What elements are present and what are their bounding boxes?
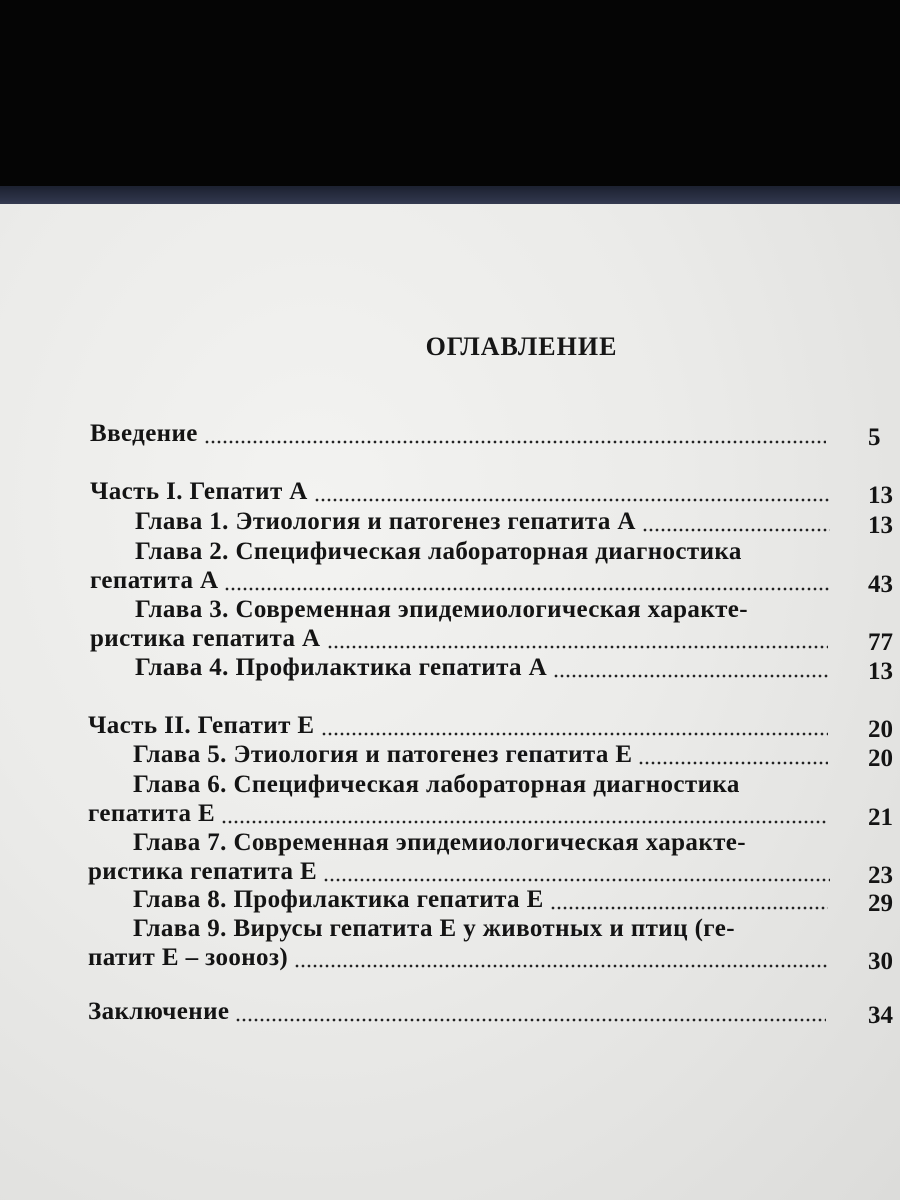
toc-entry-text: Глава 1. Этиология и патогенез гепатита А [135, 508, 636, 535]
dot-leader [221, 820, 828, 824]
dot-leader [294, 964, 828, 968]
toc-entry-text: Глава 4. Профилактика гепатита А [135, 654, 548, 681]
dot-leader [224, 587, 830, 591]
toc-entry-text: гепатита Е [88, 800, 216, 827]
toc-entry-text: Заключение [88, 998, 230, 1025]
toc-page-number: 30 [868, 948, 893, 975]
toc-page-number: 5 [868, 424, 881, 451]
toc-entry-text: Введение [90, 420, 198, 447]
toc-page-number: 77 [868, 629, 893, 656]
toc-entry-text: Часть II. Гепатит Е [88, 712, 315, 739]
toc-entry-text: Глава 2. Специфическая лабораторная диагностика [135, 538, 742, 565]
toc-page-number: 20 [868, 745, 893, 772]
dot-leader [204, 440, 826, 444]
dot-leader [553, 674, 830, 678]
toc-entry-text: Глава 9. Вирусы гепатита Е у животных и птиц (ге- [133, 915, 735, 942]
dot-leader [323, 878, 830, 882]
toc-page-number: 34 [868, 1002, 893, 1029]
dot-leader [314, 498, 830, 502]
toc-page-number: 13 [868, 512, 893, 539]
page-title: ОГЛАВЛЕНИЕ [425, 332, 618, 361]
dot-leader [642, 528, 830, 532]
toc-entry-text: патит Е – зооноз) [88, 944, 289, 971]
toc-entry-text: Глава 7. Современная эпидемиологическая характе- [133, 829, 747, 856]
toc-page-number: 13 [868, 482, 893, 509]
dot-leader [235, 1018, 826, 1022]
toc-page-number: 29 [868, 890, 893, 917]
dot-leader [321, 732, 829, 736]
dot-leader [327, 645, 828, 649]
toc-page-number: 43 [868, 571, 893, 598]
toc-page-number: 13 [868, 658, 893, 685]
dot-leader [638, 761, 828, 765]
toc-entry-text: ристика гепатита Е [88, 858, 318, 885]
toc-entry-text: гепатита А [90, 567, 219, 594]
toc-entry-text: Глава 6. Специфическая лабораторная диагностика [133, 771, 740, 798]
toc-entry-text: Глава 3. Современная эпидемиологическая характе- [135, 596, 749, 623]
toc-entry-text: Часть I. Гепатит А [90, 478, 308, 505]
toc-page-number: 21 [868, 804, 893, 831]
dot-leader [550, 906, 828, 910]
toc-entry-text: Глава 5. Этиология и патогенез гепатита Е [133, 741, 633, 768]
toc-entry-text: ристика гепатита А [90, 625, 321, 652]
toc-entry-text: Глава 8. Профилактика гепатита Е [133, 886, 544, 913]
toc-page-number: 23 [868, 862, 893, 889]
toc-page-number: 20 [868, 716, 893, 743]
